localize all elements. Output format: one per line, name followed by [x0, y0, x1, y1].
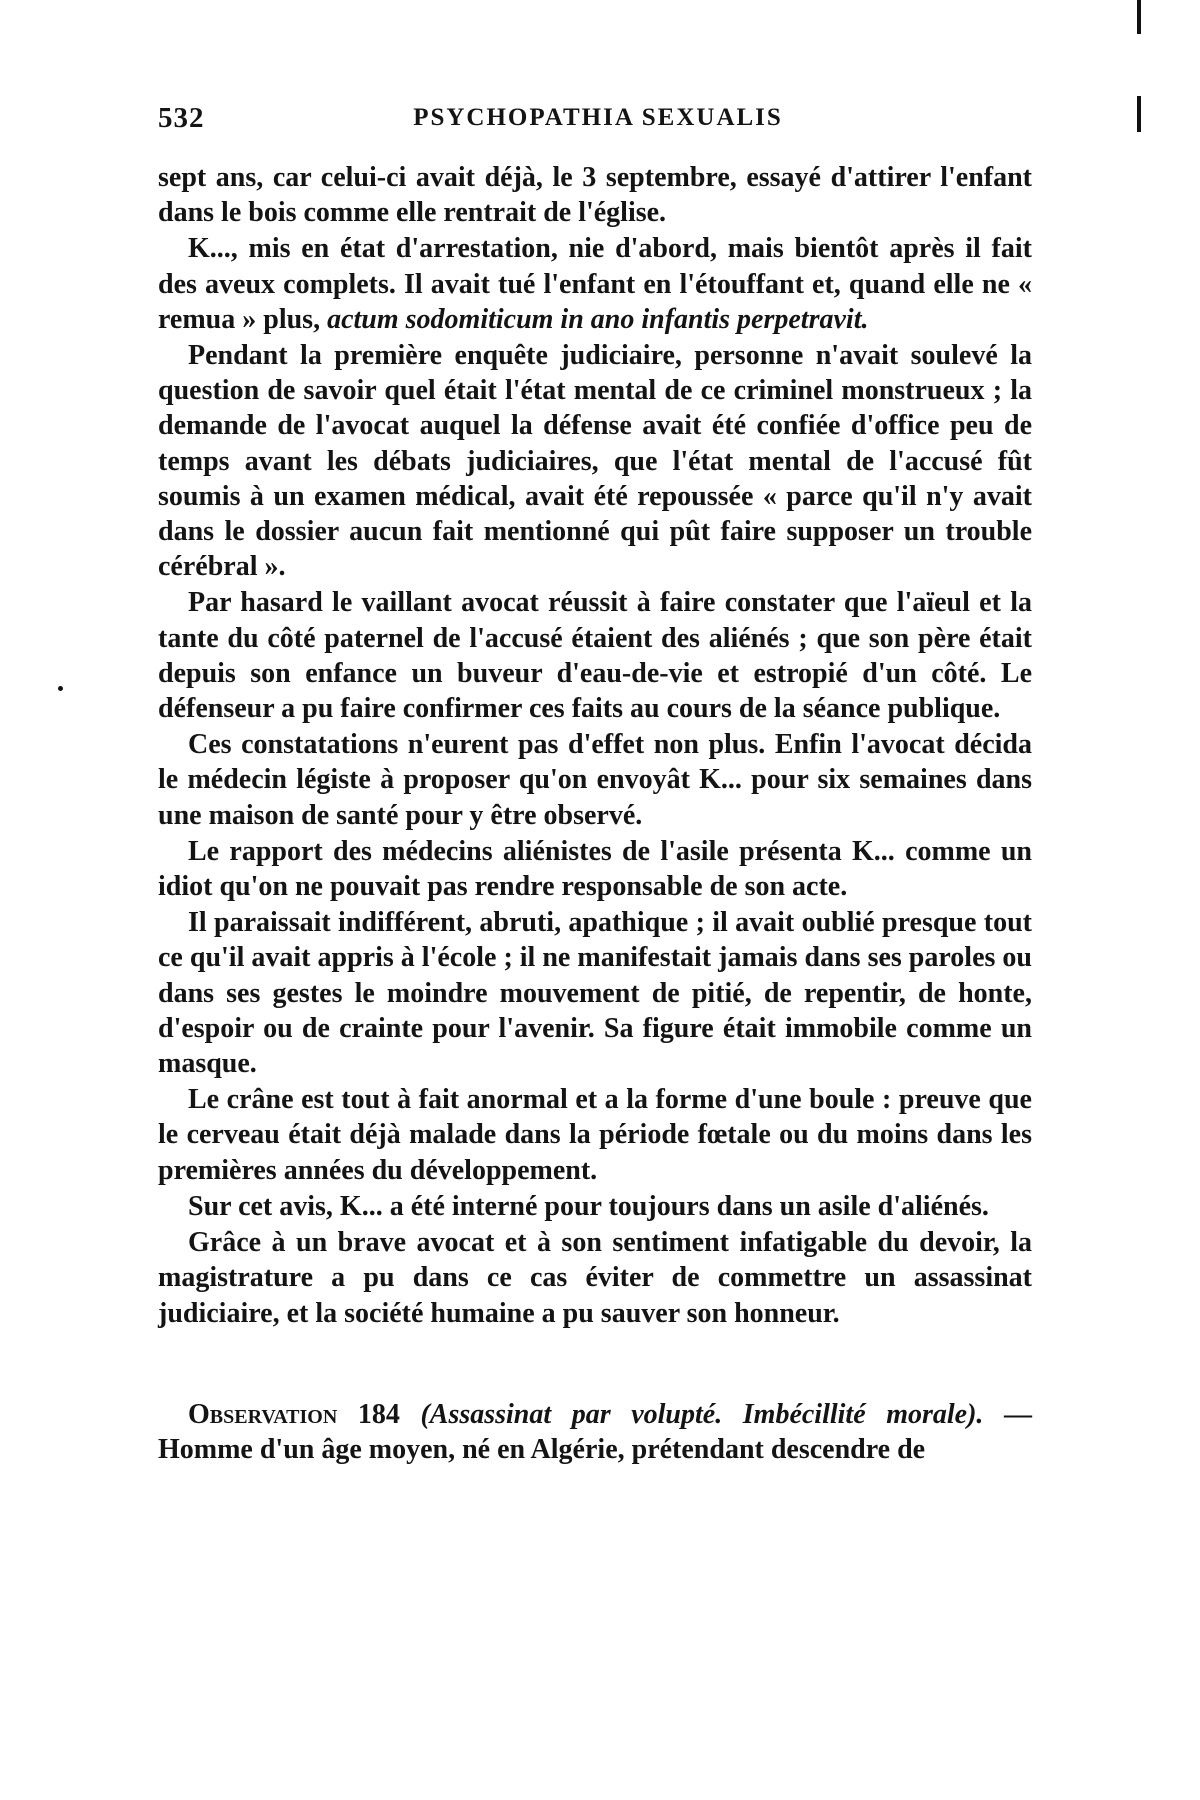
margin-scan-mark — [1137, 96, 1141, 132]
body-text — [158, 160, 1032, 1468]
paragraph — [158, 727, 1032, 833]
paragraph-text: sept ans, car celui-ci avait déjà, le 3 septembre, essayé d'attirer l'enfant dans le bois comme elle rentrait de l'église. — [158, 162, 1032, 229]
paragraph-text: Pendant la première enquête judiciaire, personne n'avait soulevé la question de savoir quel était l'état mental de ce criminel monstrueux ; la demande de l'avocat auquel la défense avait été confiée d'office peu de temps avant les débats judiciaires, que l'état mental de l'accusé fût soumis à un examen médical, avait été repoussée « parce qu'il n'y avait dans le dossier aucun fait mentionné qui pût faire supposer un trouble cérébral ». — [158, 340, 1032, 583]
paragraph — [158, 1082, 1032, 1188]
paragraph-text: Le crâne est tout à fait anormal et a la forme d'une boule : preuve que le cerveau était déjà malade dans la période fœtale ou du moins dans les premières années du développement. — [158, 1084, 1032, 1186]
paragraph — [158, 1189, 1032, 1224]
margin-scan-mark — [1137, 0, 1141, 34]
paragraph — [158, 160, 1032, 230]
page-number: 532 — [158, 102, 205, 134]
paragraph — [158, 231, 1032, 337]
paragraph — [158, 834, 1032, 904]
paragraph — [158, 338, 1032, 584]
paragraph-text: Par hasard le vaillant avocat réussit à faire constater que l'aïeul et la tante du côté paternel de l'accusé étaient des aliénés ; que son père était depuis son enfance un buveur d'eau-de-vie et estropié d'un côté. Le défenseur a pu faire confirmer ces faits au cours de la séance publique. — [158, 587, 1032, 725]
paragraph-text: Il paraissait indifférent, abruti, apathique ; il avait oublié presque tout ce qu'il avait appris à l'école ; il ne manifestait jamais dans ses paroles ou dans ses gestes le moindre mouvement de pitié, de repentir, de honte, d'espoir ou de crainte pour l'avenir. Sa figure était immobile comme un masque. — [158, 907, 1032, 1080]
latin-phrase: actum sodomiticum in ano infantis perpetravit. — [327, 303, 869, 335]
observation-label: Observation 184 — [188, 1398, 400, 1430]
paragraph — [158, 1225, 1032, 1331]
paragraph-text: Sur cet avis, K... a été interné pour toujours dans un asile d'aliénés. — [188, 1190, 989, 1222]
running-title: PSYCHOPATHIA SEXUALIS — [413, 104, 783, 131]
observation-text: Homme d'un âge moyen, né en Algérie, prétendant descendre de — [158, 1433, 926, 1465]
observation-block — [158, 1397, 1032, 1467]
paragraph — [158, 905, 1032, 1081]
paragraph-text: Le rapport des médecins aliénistes de l'asile présenta K... comme un idiot qu'on ne pouvait pas rendre responsable de son acte. — [158, 835, 1032, 903]
observation-paragraph — [158, 1397, 1032, 1467]
running-header — [158, 102, 1038, 142]
margin-scan-speck — [58, 686, 63, 691]
observation-dash: — — [983, 1398, 1032, 1430]
paragraph-text: K..., mis en état d'arrestation, nie d'abord, mais bientôt après il fait des aveux complets. Il avait tué l'enfant en l'étouffant et, quand elle ne « remua » plus, — [158, 233, 1032, 335]
paragraph-text: Ces constatations n'eurent pas d'effet non plus. Enfin l'avocat décida le médecin légiste à proposer qu'on envoyât K... pour six semaines dans une maison de santé pour y être observé. — [158, 729, 1032, 831]
paragraph-text: Grâce à un brave avocat et à son sentiment infatigable du devoir, la magistrature a pu dans ce cas éviter de commettre un assassinat judiciaire, et la société humaine a pu sauver son honneur. — [158, 1227, 1032, 1329]
paragraph — [158, 585, 1032, 726]
observation-title: (Assassinat par volupté. Imbécillité morale). — [420, 1398, 984, 1430]
